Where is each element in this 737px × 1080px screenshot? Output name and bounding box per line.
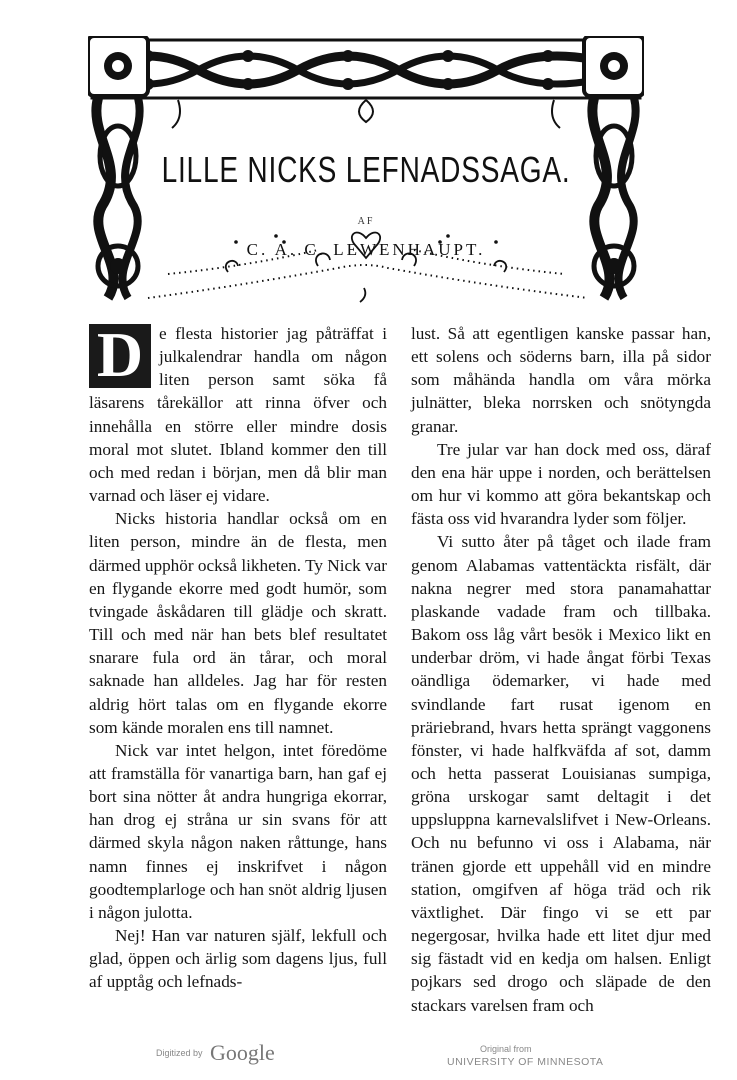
paragraph: Tre jular var han dock med oss, däraf den ena här uppe i norden, och berättelsen om hur vi kommo att göra bekantskap och fästa oss vid hvarandra lyder som följer. bbox=[411, 439, 711, 529]
paragraph: Vi sutto åter på tåget och ilade fram genom Alabamas vattentäckta risfält, där nakna negrer med stora panamahattar plaskande vadade fram och tillbaka. Bakom oss låg vårt besök i Mexico likt en underbar dröm, vi hade ångat förbi Texas oändliga ödemarker, vi hade med svindlande fart rusat igenom en präriebrand, hvars hetta sprängt vaggonens fönster, vi hade halfkväfda af sot, damm och hetta passerat Louisianas sumpiga, gröna urskogar samt deltagit i det uppsluppna karnevalslifvet i New-Orleans. Och nu befunno vi oss i Alabama, när tränen gjorde ett uppehåll vid en mindre station, omgifven af höga träd och rik växtlighet. Där fingo vi se ett par negergosar, hvilka hade ett litet djur med sig fästadt vid en kedja om halsen. Enligt pojkars sed drogo och släpade de den stackars varelsen fram och bbox=[411, 532, 711, 1015]
paragraph: lust. Så att egentligen kanske passar han, ett solens och söderns barn, illa på sidor som måhända handla om våra mörka julnätter, bleka norrsken och snötyngda granar. bbox=[411, 324, 711, 436]
original-from-label: Original from bbox=[480, 1044, 532, 1054]
drop-cap-letter: D bbox=[96, 319, 144, 390]
byline-af: AF bbox=[357, 216, 375, 227]
author-name: C. A. C. LEWENHAUPT. bbox=[246, 240, 486, 259]
right-column bbox=[411, 322, 711, 1017]
digitized-by-label: Digitized by bbox=[156, 1048, 203, 1058]
paragraph: D e flesta historier jag påträffat i julkalendrar handla om någon liten person samt söka få läsarens tårekällor att rinna öfver och innehålla en större eller mindre dosis moral mot slutet. Ibland kommer den till och med redan i början, men då blir man varnad och läser ej vidare. bbox=[89, 319, 387, 506]
story-title: LILLE NICKS LEFNADSSAGA. bbox=[161, 149, 571, 190]
drop-cap-ornament bbox=[89, 319, 151, 390]
paragraph: Nej! Han var naturen själf, lekfull och glad, öppen och ärlig som dagens ljus, full af upptåg och lefnads- bbox=[89, 926, 387, 992]
header-ornament bbox=[88, 36, 644, 306]
paragraph: Nicks historia handlar också om en liten person, mindre än de flesta, men därmed upphör också likheten. Ty Nick var en flygande ekorre med godt humör, som tvingade åskådaren till glädje och skratt. Till och med när han bets blef resultatet snarare fula ord än tårar, och moral saknade han alldeles. Jag har för resten aldrig hört talas om en flygande ekorre som kände moralen ens till namnet. bbox=[89, 509, 387, 737]
left-column bbox=[89, 319, 387, 994]
university-label: UNIVERSITY OF MINNESOTA bbox=[447, 1056, 604, 1068]
paragraph: Nick var intet helgon, intet föredöme att framställa för vanartiga barn, han gaf ej bort sina nötter åt andra hungriga ekorrar, han drog ej stråna ur sin svans för att därmed skyla någon naken råttunge, hans namn finnes ej inskrifvet i någon goodtemplarloge och han snöt aldrig ljusen i någon julotta. bbox=[89, 740, 387, 922]
google-logo: Google bbox=[210, 1040, 275, 1065]
